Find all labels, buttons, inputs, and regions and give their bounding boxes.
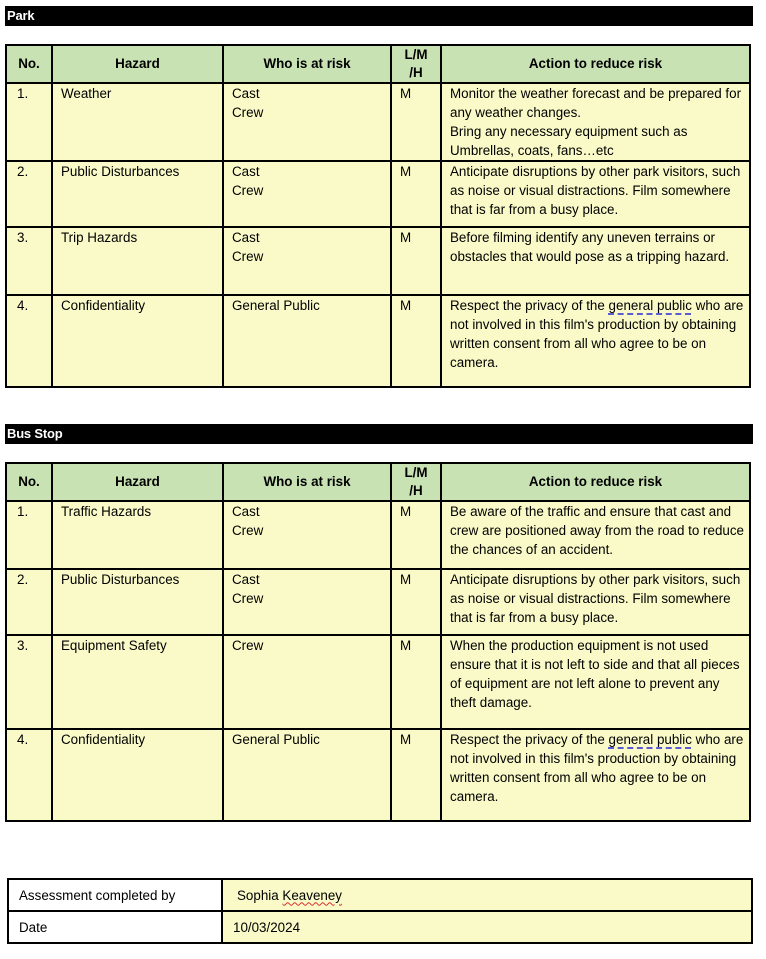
row-who: Cast Crew xyxy=(223,161,391,227)
row-no: 2. xyxy=(6,569,52,635)
table-row xyxy=(6,729,750,821)
row-who: Cast Crew xyxy=(223,83,391,161)
signoff-row-date xyxy=(8,911,752,943)
col-header-who: Who is at risk xyxy=(223,463,391,501)
col-header-action: Action to reduce risk xyxy=(441,45,750,83)
table-row xyxy=(6,295,750,387)
col-header-lmh xyxy=(391,463,441,501)
row-no: 4. xyxy=(6,295,52,387)
action-text-pre: Respect the privacy of the xyxy=(450,732,609,747)
row-who: General Public xyxy=(223,295,391,387)
row-action: Monitor the weather forecast and be prepared for any weather changes. Bring any necessary equipment such as Umbrellas, coats, fans…etc xyxy=(441,83,750,161)
park-risk-table xyxy=(5,44,751,388)
row-action xyxy=(441,295,750,387)
table-row xyxy=(6,227,750,295)
row-lmh: M xyxy=(391,635,441,729)
spellcheck-marked-name[interactable]: Keaveney xyxy=(282,887,342,903)
section-title-bus-stop: Bus Stop xyxy=(5,424,753,444)
action-text-post: who are not involved in this film's production by obtaining written consent from all who agree to be on camera. xyxy=(450,732,744,804)
bus-stop-risk-table xyxy=(5,462,751,822)
col-header-action: Action to reduce risk xyxy=(441,463,750,501)
table-row xyxy=(6,501,750,569)
row-action xyxy=(441,729,750,821)
row-hazard: Weather xyxy=(52,83,223,161)
row-who: Cast Crew xyxy=(223,501,391,569)
table-header-row xyxy=(6,45,750,83)
section-title-park: Park xyxy=(5,6,753,26)
row-no: 3. xyxy=(6,227,52,295)
lmh-bottom: /H xyxy=(409,483,423,498)
row-who: Crew xyxy=(223,635,391,729)
completed-by-first-name: Sophia xyxy=(237,887,283,903)
assessment-signoff-table xyxy=(7,878,753,944)
date-value[interactable]: 10/03/2024 xyxy=(222,911,752,943)
table-row xyxy=(6,83,750,161)
col-header-hazard: Hazard xyxy=(52,463,223,501)
row-no: 3. xyxy=(6,635,52,729)
row-action: Be aware of the traffic and ensure that cast and crew are positioned away from the road to reduce the chances of an accident. xyxy=(441,501,750,569)
row-action: Anticipate disruptions by other park visitors, such as noise or visual distractions. Film somewhere that is far from a busy place. xyxy=(441,569,750,635)
row-no: 2. xyxy=(6,161,52,227)
col-header-hazard: Hazard xyxy=(52,45,223,83)
row-who: Cast Crew xyxy=(223,569,391,635)
row-lmh: M xyxy=(391,729,441,821)
col-header-who: Who is at risk xyxy=(223,45,391,83)
row-lmh: M xyxy=(391,227,441,295)
table-header-row xyxy=(6,463,750,501)
row-no: 1. xyxy=(6,83,52,161)
row-lmh: M xyxy=(391,161,441,227)
table-row xyxy=(6,161,750,227)
date-label: Date xyxy=(8,911,222,943)
row-hazard: Confidentiality xyxy=(52,295,223,387)
row-hazard: Equipment Safety xyxy=(52,635,223,729)
action-text-pre: Respect the privacy of the xyxy=(450,298,609,313)
row-action: Before filming identify any uneven terrains or obstacles that would pose as a tripping hazard. xyxy=(441,227,750,295)
completed-by-label: Assessment completed by xyxy=(8,879,222,911)
col-header-no: No. xyxy=(6,463,52,501)
row-who: Cast Crew xyxy=(223,227,391,295)
row-action: When the production equipment is not used ensure that it is not left to side and that all pieces of equipment are not left alone to prevent any theft damage. xyxy=(441,635,750,729)
row-lmh: M xyxy=(391,295,441,387)
row-lmh: M xyxy=(391,501,441,569)
lmh-top: L/M xyxy=(404,465,428,480)
lmh-top: L/M xyxy=(404,47,428,62)
table-row xyxy=(6,569,750,635)
row-no: 1. xyxy=(6,501,52,569)
row-no: 4. xyxy=(6,729,52,821)
row-lmh: M xyxy=(391,569,441,635)
grammar-marked-text[interactable]: general public xyxy=(608,732,692,747)
col-header-lmh xyxy=(391,45,441,83)
row-who: General Public xyxy=(223,729,391,821)
table-row xyxy=(6,635,750,729)
row-action: Anticipate disruptions by other park visitors, such as noise or visual distractions. Film somewhere that is far from a busy place. xyxy=(441,161,750,227)
col-header-no: No. xyxy=(6,45,52,83)
grammar-marked-text[interactable]: general public xyxy=(608,298,692,313)
row-hazard: Trip Hazards xyxy=(52,227,223,295)
completed-by-value[interactable] xyxy=(222,879,752,911)
row-hazard: Confidentiality xyxy=(52,729,223,821)
row-hazard: Public Disturbances xyxy=(52,569,223,635)
lmh-bottom: /H xyxy=(409,65,423,80)
signoff-row-completed xyxy=(8,879,752,911)
row-hazard: Traffic Hazards xyxy=(52,501,223,569)
action-text-post: who are not involved in this film's production by obtaining written consent from all who agree to be on camera. xyxy=(450,298,744,370)
row-lmh: M xyxy=(391,83,441,161)
row-hazard: Public Disturbances xyxy=(52,161,223,227)
